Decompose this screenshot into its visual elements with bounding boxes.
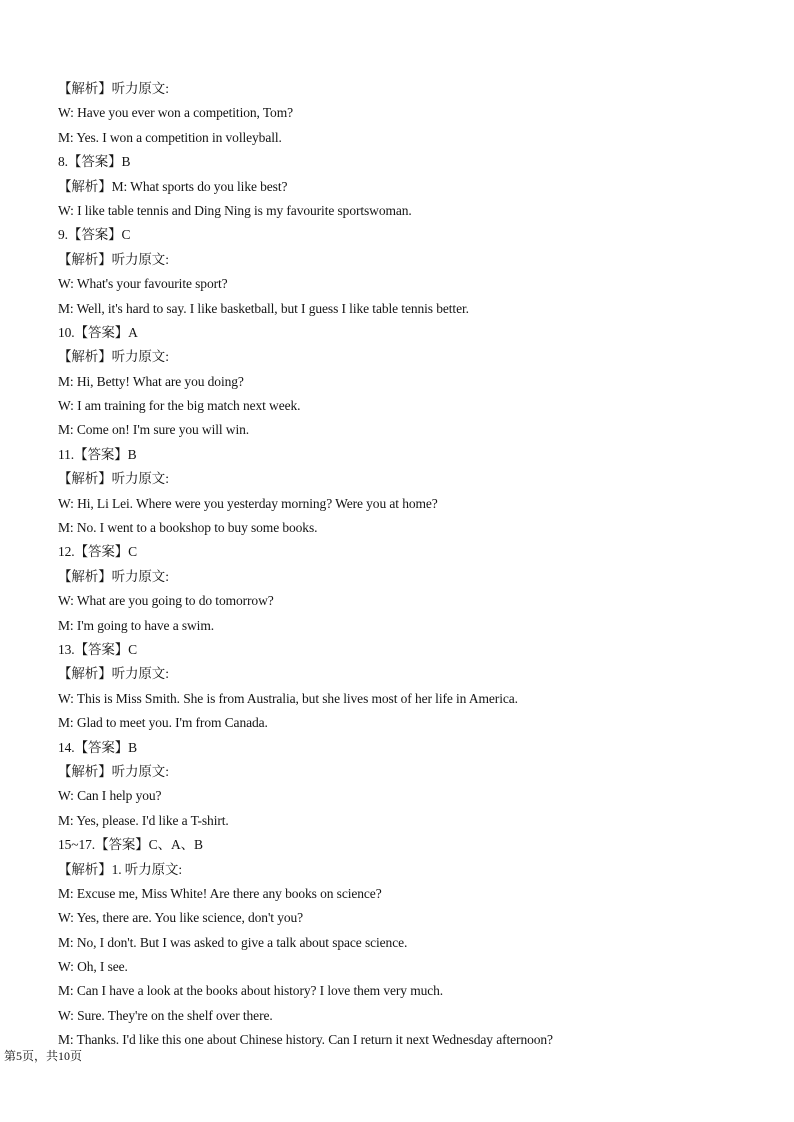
text-line: W: What's your favourite sport? bbox=[58, 276, 228, 292]
text-line: W: Have you ever won a competition, Tom? bbox=[58, 105, 293, 121]
text-line: M: Yes, please. I'd like a T-shirt. bbox=[58, 812, 229, 828]
text-line: 【解析】听力原文: bbox=[58, 349, 169, 365]
text-line: M: No, I don't. But I was asked to give a talk about space science. bbox=[58, 934, 408, 950]
text-line: 【解析】听力原文: bbox=[58, 666, 169, 682]
text-line: 【解析】M: What sports do you like best? bbox=[58, 178, 288, 194]
text-line: M: I'm going to have a swim. bbox=[58, 617, 214, 633]
text-line: M: Well, it's hard to say. I like basketball, but I guess I like table tennis better. bbox=[58, 300, 469, 316]
text-line: 【解析】听力原文: bbox=[58, 81, 169, 96]
text-line: M: Glad to meet you. I'm from Canada. bbox=[58, 715, 268, 731]
text-line: M: Thanks. I'd like this one about Chinese history. Can I return it next Wednesday afternoon? bbox=[58, 1032, 553, 1048]
text-line: M: Can I have a look at the books about history? I love them very much. bbox=[58, 983, 444, 999]
answer-text-block bbox=[58, 80, 778, 1056]
text-line: W: Oh, I see. bbox=[58, 959, 128, 975]
text-line: W: This is Miss Smith. She is from Australia, but she lives most of her life in America. bbox=[58, 690, 518, 706]
text-line: M: Yes. I won a competition in volleyball. bbox=[58, 129, 282, 145]
answer-heading: 12.【答案】C bbox=[58, 544, 138, 560]
answer-heading: 15~17.【答案】C、A、B bbox=[58, 837, 203, 853]
text-line: W: Yes, there are. You like science, don't you? bbox=[58, 910, 304, 926]
answer-heading: 13.【答案】C bbox=[58, 641, 138, 657]
answer-heading: 8.【答案】B bbox=[58, 154, 131, 170]
text-line: M: Come on! I'm sure you will win. bbox=[58, 422, 250, 438]
text-line: M: No. I went to a bookshop to buy some books. bbox=[58, 520, 318, 536]
page-number-footer: 第5页，共10页 bbox=[4, 1049, 83, 1063]
text-line: 【解析】听力原文: bbox=[58, 251, 169, 267]
answer-heading: 11.【答案】B bbox=[58, 446, 137, 462]
text-line: W: Hi, Li Lei. Where were you yesterday morning? Were you at home? bbox=[58, 495, 438, 511]
text-line: 【解析】听力原文: bbox=[58, 568, 169, 584]
text-line: W: I am training for the big match next week. bbox=[58, 398, 301, 414]
text-line: M: Excuse me, Miss White! Are there any books on science? bbox=[58, 885, 382, 901]
text-line: 【解析】听力原文: bbox=[58, 471, 169, 487]
answer-heading: 10.【答案】A bbox=[58, 324, 138, 340]
text-line: W: What are you going to do tomorrow? bbox=[58, 593, 274, 609]
text-line: 【解析】听力原文: bbox=[58, 763, 169, 779]
text-line: W: I like table tennis and Ding Ning is my favourite sportswoman. bbox=[58, 202, 412, 218]
text-line: M: Hi, Betty! What are you doing? bbox=[58, 373, 244, 389]
text-line: W: Can I help you? bbox=[58, 788, 162, 804]
text-line: 【解析】1. 听力原文: bbox=[58, 861, 183, 877]
answer-heading: 14.【答案】B bbox=[58, 739, 138, 755]
answer-heading: 9.【答案】C bbox=[58, 227, 131, 243]
text-line: W: Sure. They're on the shelf over there. bbox=[58, 1007, 273, 1023]
